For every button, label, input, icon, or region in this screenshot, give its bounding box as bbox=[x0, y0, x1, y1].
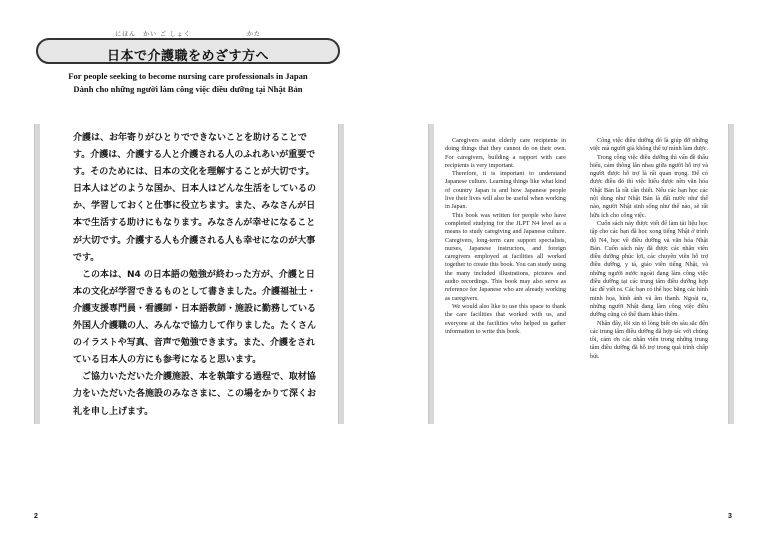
english-paragraph: Caregivers assist elderly care recipients in doing things that they cannot do on their own. For caregivers, building a rapport with care recipients is very important. bbox=[445, 137, 566, 169]
right-page-inner-band bbox=[428, 124, 434, 424]
english-paragraph: This book was written for people who have completed studying for the JLPT N4 level as a means to study caregiving and Japanese culture. Caregivers, long-term care support specialists, nurses, Japanese instructors, and foreign caregivers employed at facilities all worked together to create this book. You can study using the many included illustrations, pictures and audio recordings. This book may also serve as reference for Japanese who are already working as caregivers. bbox=[445, 211, 566, 302]
english-paragraph: Therefore, it is important to understand Japanese culture. Learning things like what kind of country Japan is and how Japanese people live their lives will also be useful when working in Japan. bbox=[445, 170, 566, 211]
title-ruby: にほん かい ご しょく かた bbox=[115, 31, 261, 38]
vietnamese-paragraph: Trong công việc điều dưỡng thì vấn đề thấu hiểu, cảm thông lẫn nhau giữa người hỗ trợ và người được hỗ trợ là rất quan trọng. Để có được điều đó thì việc hiểu được nền văn hóa Nhật Bản là rất cần thiết. Nếu các bạn học các nội dung như Nhật Bản là đất nước như thế nào, người Nhật sinh sống như thế nào, sẽ rất hữu ích cho công việc. bbox=[590, 153, 708, 219]
subtitle-english: For people seeking to become nursing care professionals in Japan bbox=[68, 71, 308, 81]
japanese-body bbox=[73, 130, 323, 421]
vietnamese-paragraph: Cuốn sách này được viết để làm tài liệu học tập cho các bạn đã học xong tiếng Nhật ở trình độ N4, học về điều dưỡng và văn hóa Nhật Bản. Cuốn sách này đã được các nhân viên điều dưỡng phúc lợi, các chuyên viên hỗ trợ điều dưỡng, y tá, giáo viên tiếng Nhật, và những người nước ngoài đang làm công việc điều dưỡng tại các trung tâm điều dưỡng hợp tác để viết ra. Các bạn có thể học bằng các hình minh họa, hình ảnh và âm thanh. Ngoài ra, những người Nhật đang làm công việc điều dưỡng cũng có thể tham khảo thêm. bbox=[590, 219, 708, 319]
vietnamese-column bbox=[590, 137, 708, 361]
english-paragraph: We would also like to use this space to thank the care facilities that worked with us, and everyone at the facilities who helped us gather information to write this book. bbox=[445, 302, 566, 335]
left-page-inner-band bbox=[338, 124, 344, 424]
left-page-outer-band bbox=[34, 124, 40, 424]
vietnamese-paragraph: Công việc điều dưỡng đó là giúp đỡ những việc mà người già không thể tự mình làm được. bbox=[590, 137, 708, 153]
japanese-paragraph: この本は、N4 の日本語の勉強が終わった方が、介護と日本の文化が学習できるものとして書きました。介護福祉士・介護支援専門員・看護師・日本語教師・施設に勤務している外国人介護職の人、みんなで協力して作りました。たくさんのイラストや写真、音声で勉強できます。また、介護をされている日本人の方にも参考になると思います。 bbox=[73, 269, 317, 366]
english-column bbox=[445, 137, 566, 336]
right-page-outer-band bbox=[728, 124, 734, 424]
subtitle-vietnamese: Dành cho những người làm công việc điều dưỡng tại Nhật Bản bbox=[73, 84, 303, 94]
vietnamese-paragraph: Nhân đây, tôi xin tỏ lòng biết ơn sâu sắc đến các trung tâm điều dưỡng đã hợp tác với chúng tôi, cảm ơn các nhân viên trong những trung tâm điều dưỡng đã hỗ trợ trong quá trình chấp bút. bbox=[590, 319, 708, 360]
title-banner bbox=[36, 31, 340, 64]
japanese-paragraph: 介護は、お年寄りがひとりでできないことを助けることです。介護は、介護する人と介護される人のふれあいが重要です。そのためには、日本の文化を理解することが大切です。日本人はどのような国か、日本人はどんな生活をしているのか、学習しておくと仕事に役立ちます。また、みなさんが日本で生活する助けにもなります。みなさんが幸せになることが大切です。介護する人も介護される人も幸せになのが大事です。 bbox=[73, 133, 317, 263]
page-number-left: 2 bbox=[34, 513, 38, 520]
page-title: 日本で介護職をめざす方へ bbox=[106, 49, 269, 64]
japanese-paragraph: ご協力いただいた介護施設、本を執筆する過程で、取材協力をいただいた各施設のみなさまに、この場をかりて深くお礼を申し上げます。 bbox=[73, 372, 317, 417]
page-number-right: 3 bbox=[728, 513, 732, 520]
